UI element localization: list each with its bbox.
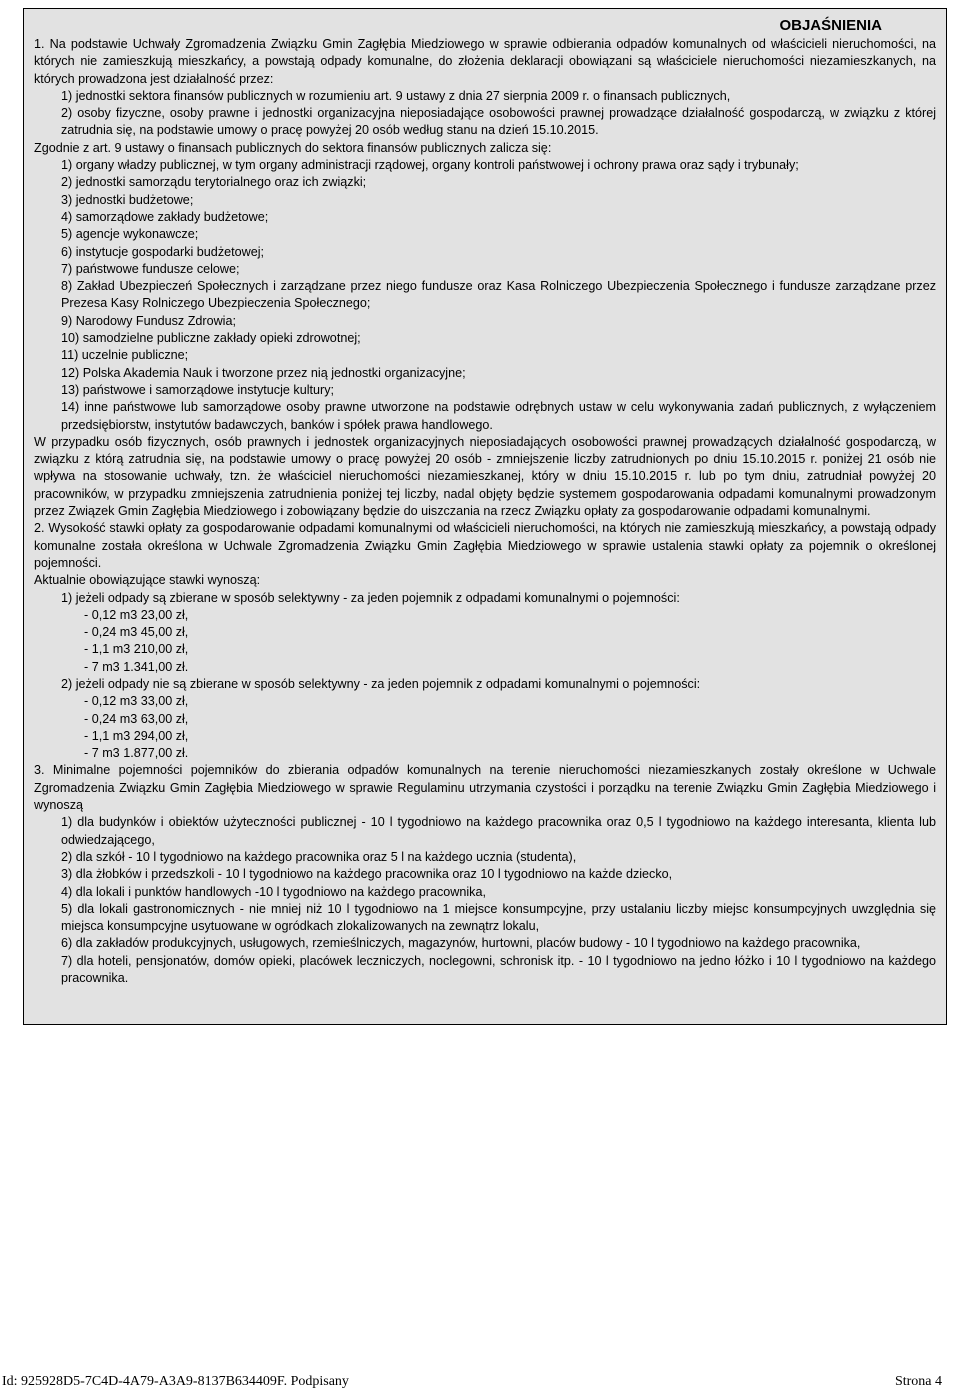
paragraph: - 0,12 m3 33,00 zł, (84, 694, 189, 709)
paragraph: 4) samorządowe zakłady budżetowe; (61, 209, 269, 224)
paragraph: 1) jeżeli odpady są zbierane w sposób selektywny - za jeden pojemnik z odpadami komunalnymi o pojemności: (61, 590, 680, 605)
paragraph: Zgodnie z art. 9 ustawy o finansach publicznych do sektora finansów publicznych zalicza się: (34, 140, 552, 155)
paragraph: - 7 m3 1.877,00 zł. (84, 746, 189, 761)
paragraph: 2) jeżeli odpady nie są zbierane w sposób selektywny - za jeden pojemnik z odpadami komunalnymi o pojemności: (61, 676, 701, 691)
paragraph: - 0,12 m3 23,00 zł, (84, 607, 189, 622)
paragraph: 2) osoby fizyczne, osoby prawne i jednostki organizacyjna nieposiadające osobowości prawnej prowadzące działalność gospodarczą, w związku z której zatrudnia się, na podstawie umowy o pracę powyżej 20 osób według stanu na dzień 15.10.2015. (61, 106, 936, 138)
paragraph: 4) dla lokali i punktów handlowych -10 l tygodniowo na każdego pracownika, (61, 884, 486, 899)
paragraph: 3. Minimalne pojemności pojemników do zbierania odpadów komunalnych na terenie nieruchomości niezamieszkanych zostały określone w Uchwale Zgromadzenia Związku Gmin Zagłębia Miedziowego w sprawie Regulaminu utrzymania czystości i porządku na terenie Związku Gmin Zagłębia Miedziowego i wynoszą (34, 763, 936, 813)
page-number: Strona 4 (894, 1374, 942, 1389)
paragraph: 8) Zakład Ubezpieczeń Społecznych i zarządzane przez niego fundusze oraz Kasa Rolniczego Ubezpieczenia Społecznego i fundusze zarządzane przez Prezesa Kasy Rolniczego Ubezpieczenia Społecznego; (61, 279, 936, 311)
paragraph: - 0,24 m3 45,00 zł, (84, 625, 189, 640)
paragraph: 2. Wysokość stawki opłaty za gospodarowanie odpadami komunalnymi od właścicieli nieruchomości, na których nie zamieszkują mieszkańcy, a powstają odpady komunalne została określona w Uchwale Zgromadzenia Związku Gmin Zagłębia Miedziowego w sprawie ustalenia stawki opłaty za pojemnik o określonej pojemności. (34, 521, 936, 570)
paragraph: 5) dla lokali gastronomicznych - nie mniej niż 10 l tygodniowo na 1 miejsce konsumpcyjne, przy ustalaniu liczby miejsc konsumpcyjnych uwzględnia się miejsca konsumpcyjne usytuowane w ogródkach zlokalizowanych na zewnątrz lokalu, (61, 901, 936, 934)
paragraph: 1) organy władzy publicznej, w tym organy administracji rządowej, organy kontroli państwowej i ochrony prawa oraz sądy i trybunały; (61, 158, 799, 173)
paragraph: 1) jednostki sektora finansów publicznych w rozumieniu art. 9 ustawy z dnia 27 sierpnia 2009 r. o finansach publicznych, (61, 88, 731, 103)
paragraph: - 1,1 m3 210,00 zł, (84, 642, 189, 657)
paragraph: W przypadku osób fizycznych, osób prawnych i jednostek organizacyjnych nieposiadających osobowości prawnej prowadzących działalność gospodarczą, w związku z którą zatrudnia się, na podstawie umowy o pracę powyżej 20 osób - zmniejszenie liczby zatrudnionych po dniu 15.10.2015 r. poniżej 21 osób nie wpływa na stosowanie uchwały, tzn. że właściciel nieruchomości niezamieszkanej, który w dniu 15.10.2015 r. lub po tym dniu, zatrudniał powyżej 20 pracowników, w przypadku zmniejszenia zatrudnienia poniżej tej liczby, nadal objęty będzie systemem gospodarowania odpadami komunalnymi prowadzonym przez Związek Gmin Zagłębia Miedziowego i zobowiązany będzie do uiszczania na rzecz Związku opłaty za gospodarowanie odpadami komunalnymi. (34, 434, 936, 519)
paragraph: 11) uczelnie publiczne; (61, 348, 189, 363)
paragraph: - 1,1 m3 294,00 zł, (84, 728, 189, 743)
section-title: OBJAŚNIENIA (779, 17, 882, 34)
paragraph: 5) agencje wykonawcze; (61, 227, 199, 242)
page-footer (0, 1372, 960, 1391)
paragraph: - 0,24 m3 63,00 zł, (84, 711, 189, 726)
paragraph: 12) Polska Akademia Nauk i tworzone przez nią jednostki organizacyjne; (61, 365, 466, 380)
paragraph: 1. Na podstawie Uchwały Zgromadzenia Związku Gmin Zagłębia Miedziowego w sprawie odbierania odpadów komunalnych od właścicieli nieruchomości, na których nie zamieszkują mieszkańcy, a powstają odpady komunalne, do złożenia deklaracji obowiązani są właściciele nieruchomości niezamieszkanych, na których prowadzona jest działalność przez: (34, 37, 936, 86)
paragraph: 14) inne państwowe lub samorządowe osoby prawne utworzone na podstawie odrębnych ustaw w celu wykonywania zadań publicznych, z wyłączeniem przedsiębiorstw, instytutów badawczych, banków i spółek prawa handlowego. (61, 400, 936, 432)
explanations-box (23, 8, 947, 1025)
paragraph: 10) samodzielne publiczne zakłady opieki zdrowotnej; (61, 331, 361, 346)
paragraph: 13) państwowe i samorządowe instytucje kultury; (61, 382, 334, 397)
paragraph: 2) jednostki samorządu terytorialnego oraz ich związki; (61, 175, 367, 190)
paragraph: - 7 m3 1.341,00 zł. (84, 659, 189, 674)
paragraph: 2) dla szkół - 10 l tygodniowo na każdego pracownika oraz 5 l na każdego ucznia (studenta), (61, 849, 577, 864)
explanations-body (34, 36, 936, 987)
document-id: Id: 925928D5-7C4D-4A79-A3A9-8137B634409F. Podpisany (2, 1374, 349, 1389)
paragraph: 7) państwowe fundusze celowe; (61, 261, 240, 276)
paragraph: 6) instytucje gospodarki budżetowej; (61, 244, 265, 259)
paragraph: 3) jednostki budżetowe; (61, 192, 194, 207)
paragraph: 3) dla żłobków i przedszkoli - 10 l tygodniowo na każdego pracownika oraz 10 l tygodniowo na każde dziecko, (61, 867, 673, 882)
paragraph: 9) Narodowy Fundusz Zdrowia; (61, 313, 236, 328)
paragraph: 7) dla hoteli, pensjonatów, domów opieki, placówek leczniczych, noclegowni, schronisk itp. - 10 l tygodniowo na jedno łóżko i 10 l tygodniowo na każdego pracownika. (61, 953, 936, 986)
paragraph: Aktualnie obowiązujące stawki wynoszą: (34, 573, 261, 588)
paragraph: 6) dla zakładów produkcyjnych, usługowych, rzemieślniczych, magazynów, hurtowni, placów budowy - 10 l tygodniowo na każdego pracownika, (61, 936, 861, 951)
paragraph: 1) dla budynków i obiektów użyteczności publicznej - 10 l tygodniowo na każdego pracownika oraz 0,5 l tygodniowo na każdego interesanta, klienta lub odwiedzającego, (61, 815, 936, 847)
